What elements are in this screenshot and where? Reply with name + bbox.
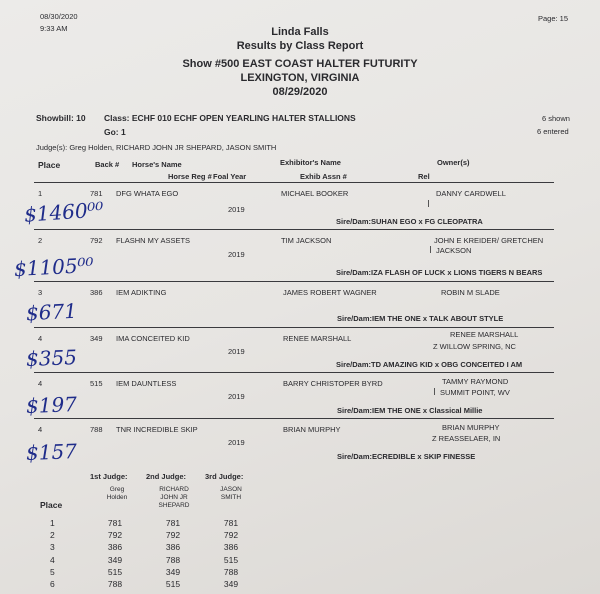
entry-year: 2019 <box>228 347 245 356</box>
entry-owner: RENEE MARSHALL <box>450 330 519 339</box>
entry-owner: DANNY CARDWELL <box>436 189 506 198</box>
entry-amount: $197 <box>25 392 78 418</box>
entry-owner-line2: Z REASSELAER, IN <box>432 434 501 443</box>
entry-exhibitor: BARRY CHRISTOPER BYRD <box>283 379 383 388</box>
entry-place: 4 <box>38 379 43 388</box>
entry-siredam: Sire/Dam:TD AMAZING KID x OBG CONCEITED I AM <box>336 360 523 369</box>
entry-year: 2019 <box>228 438 245 447</box>
class-name: Class: ECHF 010 ECHF OPEN YEARLING HALTER STALLIONS <box>104 113 356 123</box>
entry-siredam: Sire/Dam:IEM THE ONE x Classical Millie <box>337 406 483 415</box>
header-horse-name: Horse's Name <box>132 160 182 169</box>
entry-place: 2 <box>38 236 43 245</box>
entry-amount: $671 <box>25 298 78 326</box>
entry-back: 386 <box>90 288 103 297</box>
header-foal-year: Foal Year <box>213 172 247 181</box>
entry-exhibitor: JAMES ROBERT WAGNER <box>283 288 377 297</box>
header-place: Place <box>38 160 61 170</box>
entry-exhibitor: RENEE MARSHALL <box>283 334 352 343</box>
entry-exhibitor: TIM JACKSON <box>281 236 332 245</box>
entry-owner: JOHN E KREIDER/ GRETCHEN <box>434 236 544 245</box>
entry-year: 2019 <box>228 250 245 259</box>
judge1-name: Greg Holden <box>106 486 128 501</box>
header-exhibitor: Exhibitor's Name <box>280 158 341 167</box>
entry-owner-line2: Z WILLOW SPRING, NC <box>433 342 516 351</box>
entry-horse: FLASHN MY ASSETS <box>116 236 191 245</box>
judge3-name: JASON SMITH <box>220 486 242 501</box>
org-name: Linda Falls <box>271 26 329 38</box>
judge1-column: 781 792 386 349 515 788 <box>107 518 123 590</box>
entry-owner: BRIAN MURPHY <box>442 423 500 432</box>
show-location: LEXINGTON, VIRGINIA <box>240 72 360 84</box>
entry-siredam: Sire/Dam:IEM THE ONE x TALK ABOUT STYLE <box>337 314 504 323</box>
report-title: Results by Class Report <box>236 40 364 52</box>
entry-back: 349 <box>90 334 103 343</box>
entry-back: 781 <box>90 189 103 198</box>
entry-amount: $1460⁰⁰ <box>23 197 105 227</box>
header-owner: Owner(s) <box>437 158 470 167</box>
place-label: Place <box>40 500 63 510</box>
judge3-label: 3rd Judge: <box>205 472 244 481</box>
entered-count: 6 entered <box>537 127 569 136</box>
judge1-label: 1st Judge: <box>90 472 128 481</box>
page-number: Page: 15 <box>538 14 569 23</box>
show-date: 08/29/2020 <box>272 86 328 98</box>
print-date: 08/30/2020 <box>40 12 78 21</box>
entry-back: 515 <box>90 379 103 388</box>
entry-amount: $157 <box>25 439 78 465</box>
entry-siredam: Sire/Dam:IZA FLASH OF LUCK x LIONS TIGERS N BEARS <box>336 268 543 277</box>
entry-siredam: Sire/Dam:ECREDIBLE x SKIP FINESSE <box>337 452 476 461</box>
print-time: 9:33 AM <box>40 24 68 33</box>
entry-year: 2019 <box>228 205 245 214</box>
place-column: 1 2 3 4 5 6 <box>50 518 55 590</box>
judges-list: Judge(s): Greg Holden, RICHARD JOHN JR SHEPARD, JASON SMITH <box>36 143 277 152</box>
entry-amount: $355 <box>25 345 78 371</box>
showbill: Showbill: 10 <box>36 113 86 123</box>
entry-owner-line2: SUMMIT POINT, WV <box>440 388 510 397</box>
header-rule <box>34 182 554 183</box>
header-rel: Rel <box>418 172 430 181</box>
entry-owner: TAMMY RAYMOND <box>442 377 509 386</box>
entry-horse: IEM ADIKTING <box>116 288 167 297</box>
judge2-label: 2nd Judge: <box>146 472 187 481</box>
entry-back: 792 <box>90 236 103 245</box>
header-exhib-assn: Exhib Assn # <box>300 172 347 181</box>
entry-siredam: Sire/Dam:SUHAN EGO x FG CLEOPATRA <box>336 217 483 226</box>
judge2-column: 781 792 386 788 349 515 <box>165 518 181 590</box>
shown-count: 6 shown <box>542 114 570 123</box>
entry-owner: ROBIN M SLADE <box>441 288 500 297</box>
entry-horse: TNR INCREDIBLE SKIP <box>116 425 198 434</box>
entry-exhibitor: BRIAN MURPHY <box>283 425 341 434</box>
entry-amount: $1105⁰⁰ <box>13 252 95 282</box>
judge2-name: RICHARD JOHN JR SHEPARD <box>158 486 190 509</box>
show-name: Show #500 EAST COAST HALTER FUTURITY <box>182 58 418 70</box>
entry-place: 1 <box>38 189 43 198</box>
judge3-column: 781 792 386 515 788 349 <box>223 518 239 590</box>
entry-owner-line2: JACKSON <box>436 246 472 255</box>
entry-year: 2019 <box>228 392 245 401</box>
entry-horse: DFG WHATA EGO <box>116 189 179 198</box>
entry-place: 4 <box>38 334 43 343</box>
entry-place: 4 <box>38 425 43 434</box>
entry-back: 788 <box>90 425 103 434</box>
go-number: Go: 1 <box>104 127 126 137</box>
header-horse-reg: Horse Reg # <box>168 172 212 181</box>
header-back: Back # <box>95 160 120 169</box>
entry-place: 3 <box>38 288 43 297</box>
entry-horse: IMA CONCEITED KID <box>116 334 190 343</box>
entry-exhibitor: MICHAEL BOOKER <box>281 189 349 198</box>
entry-horse: IEM DAUNTLESS <box>116 379 177 388</box>
